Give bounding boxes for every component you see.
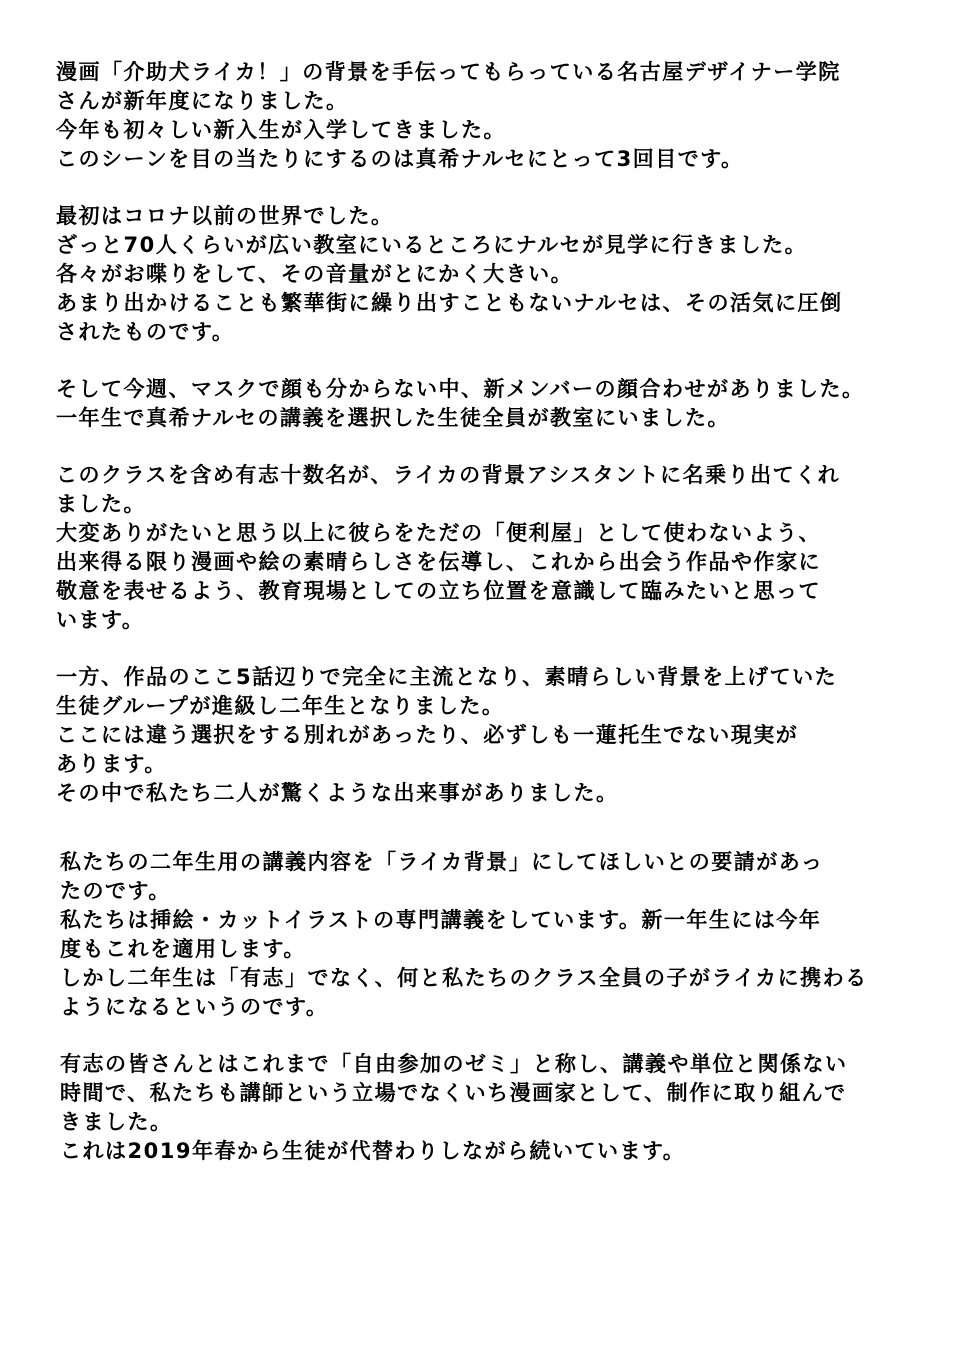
text-line: たのです。	[60, 879, 171, 903]
text-line: 有志の皆さんとはこれまで「自由参加のゼミ」と称し、講義や単位と関係ない	[60, 1052, 848, 1076]
text-line: ようになるというのです。	[60, 995, 329, 1019]
text-line: ました。	[56, 492, 146, 516]
text-line: 一年生で真希ナルセの講義を選択した生徒全員が教室にいました。	[56, 406, 730, 430]
text-line: 生徒グループが進級し二年生となりました。	[56, 694, 505, 718]
text-line: そして今週、マスクで顔も分からない中、新メンバーの顔合わせがありました。	[56, 377, 865, 401]
text-line: ここには違う選択をする別れがあったり、必ずしも一蓮托生でない現実が	[56, 723, 799, 747]
text-line: 漫画「介助犬ライカ！」の背景を手伝ってもらっている名古屋デザイナー学院	[56, 60, 841, 84]
text-line: 一方、作品のここ5話辺りで完全に主流となり、素晴らしい背景を上げていた	[56, 665, 838, 689]
text-line: さんが新年度になりました。	[56, 89, 349, 113]
text-line: います。	[56, 608, 145, 632]
text-line: 私たちの二年生用の講義内容を「ライカ背景」にしてほしいとの要請があっ	[60, 850, 824, 874]
paragraph-new-school-year	[56, 58, 946, 174]
paragraph-this-week	[56, 375, 946, 433]
text-line: その中で私たち二人が驚くような出来事がありました。	[56, 781, 619, 805]
text-line: あまり出かけることも繁華街に繰り出すこともないナルセは、その活気に圧倒	[56, 291, 843, 315]
text-line: 度もこれを適用します。	[60, 937, 306, 961]
text-line: しかし二年生は「有志」でなく、何と私たちのクラス全員の子がライカに携わる	[60, 966, 868, 990]
paragraph-seminar	[56, 1050, 946, 1166]
text-line: 最初はコロナ以前の世界でした。	[56, 204, 394, 228]
paragraph-second-year	[56, 663, 946, 808]
text-line: 各々がお喋りをして、その音量がとにかく大きい。	[56, 262, 574, 286]
text-line: このクラスを含め有志十数名が、ライカの背景アシスタントに名乗り出てくれ	[56, 463, 841, 487]
text-line: このシーンを目の当たりにするのは真希ナルセにとって3回目です。	[56, 147, 744, 171]
paragraph-volunteers	[56, 461, 946, 635]
text-line: 敬意を表せるよう、教育現場としての立ち位置を意識して臨みたいと思って	[56, 579, 821, 603]
text-line: ざっと70人くらいが広い教室にいるところにナルセが見学に行きました。	[56, 233, 808, 257]
text-line: きました。	[60, 1110, 173, 1134]
text-line: あります。	[56, 752, 167, 776]
text-line: これは2019年春から生徒が代替わりしながら続いています。	[60, 1139, 686, 1163]
text-line: 今年も初々しい新入生が入学してきました。	[56, 118, 506, 142]
text-line: 時間で、私たちも講師という立場でなくいち漫画家として、制作に取り組んで	[60, 1081, 847, 1105]
text-line: されたものです。	[56, 320, 235, 344]
document-body	[56, 58, 946, 1194]
text-line: 大変ありがたいと思う以上に彼らをただの「便利屋」として使わないよう、	[56, 521, 821, 545]
text-line: 出来得る限り漫画や絵の素晴らしさを伝導し、これから出会う作品や作家に	[56, 550, 821, 574]
text-line: 私たちは挿絵・カットイラストの専門講義をしています。新一年生には今年	[60, 908, 822, 932]
paragraph-before-corona	[56, 202, 946, 347]
paragraph-request	[56, 848, 946, 1022]
